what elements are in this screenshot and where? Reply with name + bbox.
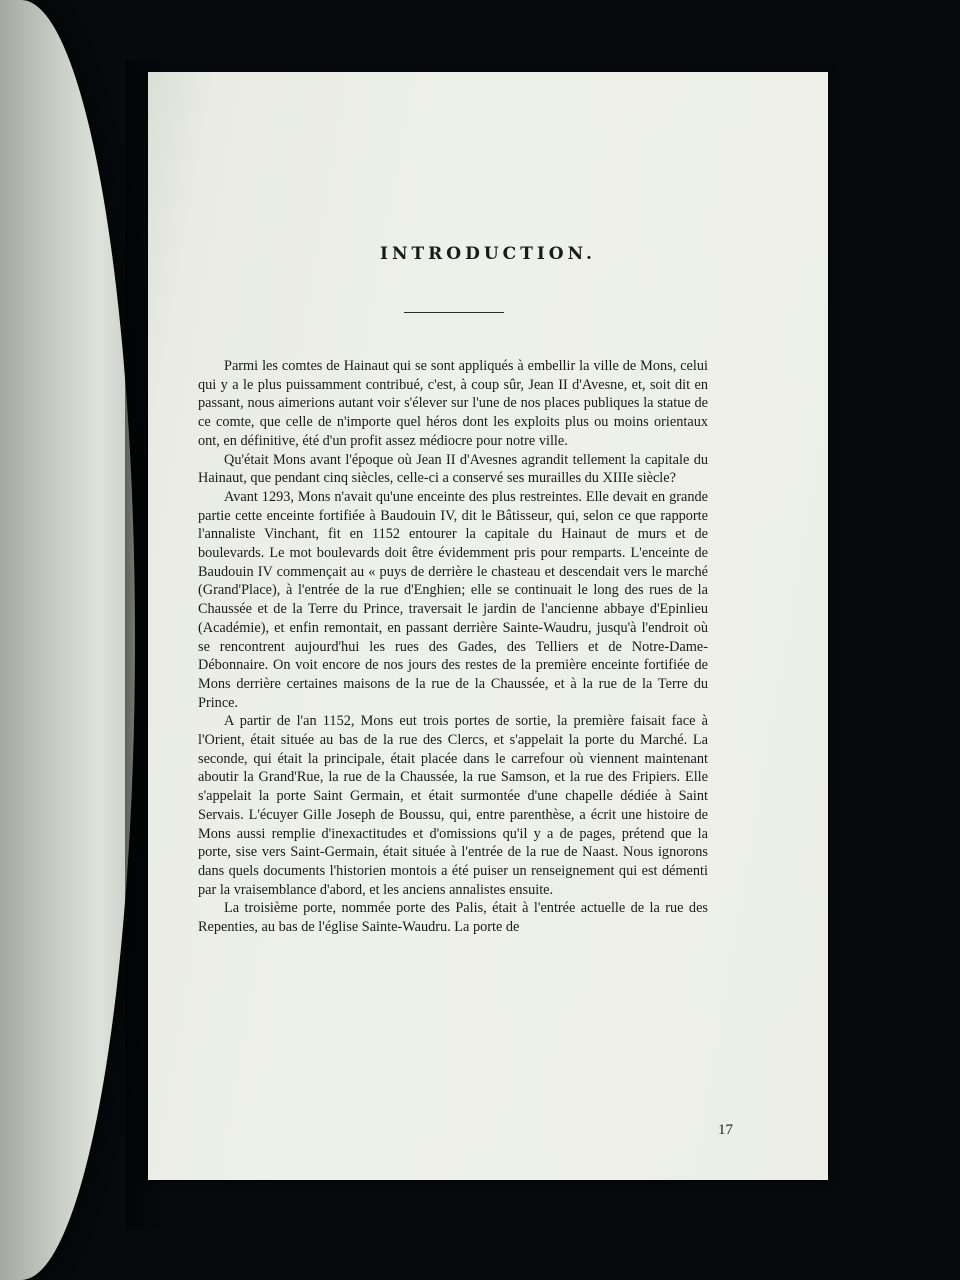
paragraph: A partir de l'an 1152, Mons eut trois portes de sortie, la première faisait face à l'Orient, était située au bas de la rue des Clercs, et s'appelait la porte du Marché. La seconde, qui était la principale, était placée dans le carrefour où viennent maintenant aboutir la Grand'Rue, la rue de la Chaussée, la rue Samson, et la rue des Fripiers. Elle s'appelait la porte Saint Germain, et était surmontée d'une chapelle dédiée à Saint Servais. L'écuyer Gille Joseph de Boussu, qui, entre parenthèse, a écrit une histoire de Mons aussi remplie d'inexactitudes et d'omissions qu'il y a de pages, prétend que la porte, sise vers Saint-Germain, était située à l'entrée de la rue de Naast. Nous ignorons dans quels documents l'historien montois a été puiser un renseignement qui est démenti par la vraisemblance d'abord, et les anciens annalistes ensuite. <box>198 713 708 898</box>
paragraph: Parmi les comtes de Hainaut qui se sont appliqués à embellir la ville de Mons, celui qui y a le plus puissamment contribué, c'est, à coup sûr, Jean II d'Avesne, et, soit dit en passant, nous aimerions autant voir s'élever sur l'une de nos places publiques la statue de ce comte, que celle de n'importe quel héros dont les exploits plus ou moins orientaux ont, en définitive, été d'un profit assez médiocre pour notre ville. <box>198 358 708 449</box>
paragraph: Qu'était Mons avant l'époque où Jean II d'Avesnes agrandit tellement la capitale du Hainaut, que pendant cinq siècles, celle-ci a conservé ses murailles du XIIIe siècle? <box>198 451 708 487</box>
title-divider <box>404 312 504 313</box>
paragraph: Avant 1293, Mons n'avait qu'une enceinte des plus restreintes. Elle devait en grande partie cette enceinte fortifiée à Baudouin IV, dit le Bâtisseur, qui, selon ce que rapporte l'annaliste Vinchant, fit en 1152 entourer la capitale du Hainaut de murs et de boulevards. Le mot boulevards doit être évidemment pris pour remparts. L'enceinte de Baudouin IV commençait au « puys de derrière le chasteau et descendait vers le marché (Grand'Place), à l'entrée de la rue d'Enghien; elle se continuait le long des rues de la Chaussée et de la Terre du Prince, traversait le jardin de l'ancienne abbaye d'Epinlieu (Académie), et enfin remontait, en passant derrière Sainte-Waudru, jusqu'à l'endroit où se rencontrent aujourd'hui les rues des Gades, des Telliers et de Notre-Dame-Débonnaire. On voit encore de nos jours des restes de la première enceinte fortifiée de Mons derrière certaines maisons de la rue de la Chaussée, et à la rue de la Terre du Prince. <box>198 488 708 711</box>
paragraph: La troisième porte, nommée porte des Palis, était à l'entrée actuelle de la rue des Repenties, au bas de l'église Sainte-Waudru. La porte de <box>198 900 708 936</box>
page-number: 17 <box>718 1122 733 1138</box>
book-page <box>148 72 828 1180</box>
page-title: INTRODUCTION. <box>380 244 596 264</box>
left-page-edge <box>0 0 135 1280</box>
body-text <box>198 357 708 937</box>
